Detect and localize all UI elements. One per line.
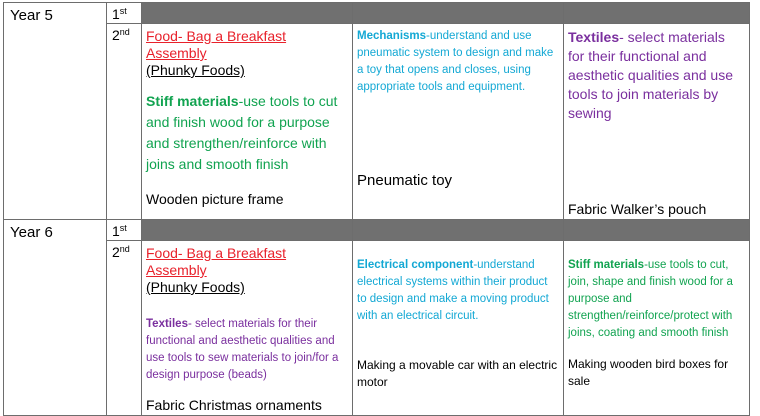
unit-title: Food- Bag a Breakfast Assembly	[146, 245, 287, 278]
term2-cell: 2nd	[107, 24, 142, 220]
project-name: Wooden picture frame	[146, 191, 284, 207]
year-label: Year 6	[10, 224, 53, 241]
year5-term2-row	[4, 24, 750, 220]
unit-description: Stiff materials-use tools to cut and finish wood for a purpose and strengthen/reinforce with joins and smooth finish	[146, 93, 338, 172]
year5-cell	[4, 3, 107, 220]
unit-subtitle: (Phunky Foods)	[146, 62, 245, 78]
year6-food-cell	[142, 241, 353, 416]
unit-description: Stiff materials-use tools to cut, join, shape and finish wood for a purpose and strengthen/reinforce/protect with joins, coating and smooth finish	[568, 259, 733, 339]
year6-stiff-materials-cell	[564, 241, 750, 416]
year5-mechanisms-cell	[353, 24, 564, 220]
project-name: Pneumatic toy	[357, 172, 453, 189]
project-name: Fabric Christmas ornaments	[146, 397, 322, 413]
project-name: Making a movable car with an electric motor	[357, 358, 558, 389]
year6-term1-row	[4, 220, 750, 241]
term1-cell: 1st	[107, 220, 142, 241]
year5-textiles-cell	[564, 24, 750, 220]
empty-term-cell	[564, 3, 750, 24]
term2-cell: 2nd	[107, 241, 142, 416]
term1-cell: 1st	[107, 3, 142, 24]
unit-description: Mechanisms-understand and use pneumatic system to design and make a toy that opens and closes, using appropriate tools and equipment.	[357, 30, 554, 93]
unit-description: Textiles- select materials for their functional and aesthetic qualities and use tools to join materials by sewing	[568, 29, 733, 121]
unit-description: Electrical component-understand electrical systems within their product to design and make a moving product with an electrical circuit.	[357, 259, 549, 322]
unit-subtitle: (Phunky Foods)	[146, 279, 245, 295]
project-name: Fabric Walker’s pouch	[568, 201, 707, 217]
project-name: Making wooden bird boxes for sale	[568, 357, 729, 388]
empty-term-cell	[353, 220, 564, 241]
year6-cell	[4, 220, 107, 416]
year5-food-cell	[142, 24, 353, 220]
curriculum-table	[3, 2, 750, 416]
empty-term-cell	[142, 220, 353, 241]
empty-term-cell	[564, 220, 750, 241]
unit-description: Textiles- select materials for their functional and aesthetic qualities and use tools to sew materials to join/for a design purpose (beads)	[146, 318, 339, 381]
empty-term-cell	[353, 3, 564, 24]
year6-electrical-cell	[353, 241, 564, 416]
empty-term-cell	[142, 3, 353, 24]
unit-title: Food- Bag a Breakfast Assembly	[146, 28, 287, 61]
year5-term1-row	[4, 3, 750, 24]
year-label: Year 5	[10, 7, 53, 24]
year6-term2-row	[4, 241, 750, 416]
